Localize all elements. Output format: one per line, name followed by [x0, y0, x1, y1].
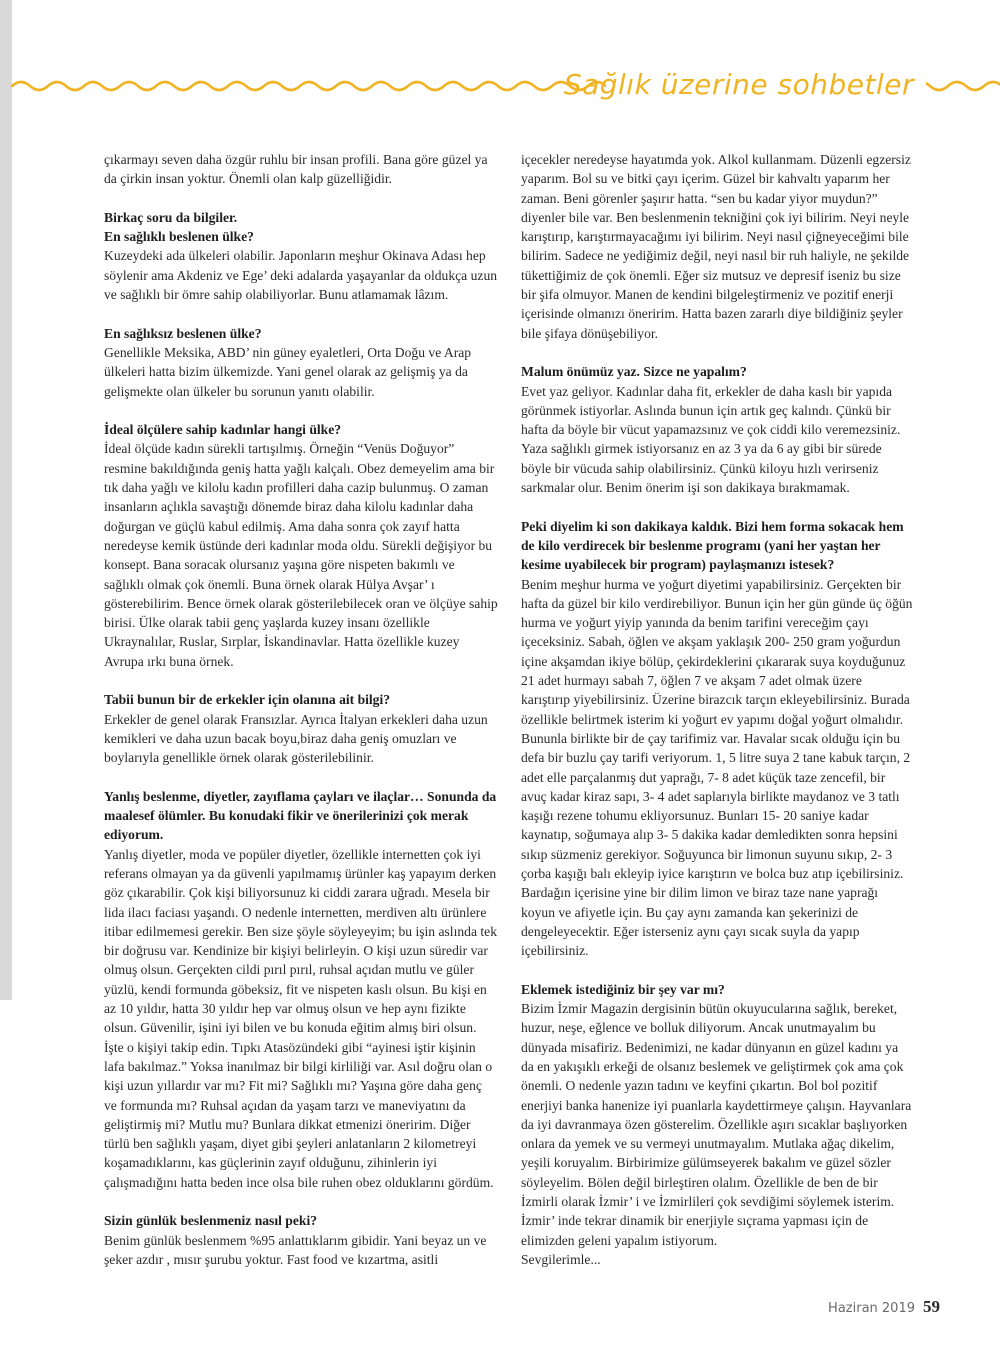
left-column	[104, 150, 498, 1269]
answer-sagliksiz-ulke: Genellikle Meksika, ABD’ nin güney eyaletleri, Orta Doğu ve Arap ülkeleri hatta bizim ülkemizde. Yani genel olarak az gelişmiş ya da gelişmekte olan ülkeler bu sorunun yanıtı olabilir.	[104, 344, 472, 399]
answer-yanlis-beslenme: Yanlış diyetler, moda ve popüler diyetler, özellikle internetten çok iyi referans olmayan ya da güvenli yapılmamış ürünler kaş yapayım derken göz çıkarabilir. Çok kişi biliyorsunuz ki ciddi zarara uğradı. Mesela bir lida ilacı faciası yaşandı. O nedenle internetten, merdiven altı ürünlere itibar edilmemesi gerekir. Ben size şöyle söyleyeyim; bu işin aslında tek bir doğrusu var. Kendinize bir kişiyi belirleyin. O kişi uzun süredir var olmuş olsun. Gerçekten cildi pırıl pırıl, ruhsal açıdan mutlu ve güler yüzlü, kendi formunda göbeksiz, fit ve nispeten kaslı olsun. Bu kişi en az 10 yıldır, hatta 30 yıldır hep var olmuş olsun ve hep aynı fizikte olsun. Güvenilir, işini iyi bilen ve bu konuda eğitim almış biri olsun. İşte o kişiyi takip edin. Tıpkı Atasözündeki gibi “ayinesi iştir kişinin lafa bakılmaz.” Yoksa inanılmaz bir bilgi kirliliği var. Asıl doğru olan o kişi uzun yıllardır var mı? Fit mi? Sağlıklı mı? Yaşına göre daha genç ve formunda mı? Ruhsal açıdan da yaşam tarzı ve maneviyatını da geliştirmiş mi? Mutlu mu? Bunlara dikkat etmenizi öneririm. Diğer türlü ben sağlıklı yaşam, diyet gibi şeyleri anlatanların 2 kilometreyi koşamadıklarını, kas güçlerinin zayıf olduğunu, zihinlerin iyi çalışmadığını hatta beden ince olsa bile ruhen obez olduklarını gördüm.	[104, 846, 497, 1190]
answer-ideal-kadin: İdeal ölçüde kadın sürekli tartışılmış. Örneğin “Venüs Doğuyor” resmine bakıldığında geniş hatta yağlı kalçalı. Obez demeyelim ama bir tık daha yağlı ve kilolu kadın profilleri daha cazip bulunmuş. O zaman insanların açlıkla savaştığı dönemde biraz daha kilolu kadınlar daha doğurgan ve güçlü kabul edilmiş. Ama daha sonra çok zayıf hatta neredeyse kemik üstünde deri kadınlar moda oldu. Sürekli değişiyor bu konsept. Bana soracak olursanız yaşına göre nispeten bakımlı ve sağlıklı olmak çok önemli. Buna örnek olarak Hülya Avşar’ ı gösterebilirim. Bence örnek olarak gösterilebilecek oran ve ölçüye sahip birisi. Ülke olarak tabii genç yaşlarda kuzey insanı özellikle Ukraynalılar, Ruslar, Sırplar, İskandinavlar. Hatta özellikle kuzey Avrupa ırkı buna örnek.	[104, 441, 498, 669]
right-column	[521, 150, 913, 1269]
question-erkekler: Tabii bunun bir de erkekler için olanına ait bilgi?	[104, 692, 391, 708]
question-yanlis-beslenme: Yanlış beslenme, diyetler, zayıflama çayları ve ilaçlar… Sonunda da maalesef ölümler. Bu konudaki fikir ve önerilerinizi çok merak ediyorum.	[104, 788, 497, 843]
answer-eklemek: Bizim İzmir Magazin dergisinin bütün okuyucularına sağlık, bereket, huzur, neşe, eğlence ve bolluk diliyorum. Ancak unutmayalım bu dünyada misafiriz. Bedenimizi, ne kadar dünyanın en güzel kadını ya da en yakışıklı erkeği de olsanız beslemek ve geliştirmek çok ama çok önemli. O nedenle yazın tadını ve keyfini çıkartın. Bol bol pozitif enerjiyi banka hanenize iyi puanlarla kaydettirmeye çalışın. Hayvanlara da iyi davranmaya özen gösterelim. Özellikle aşırı sıcaklar başlıyorken onlara da yemek ve su vermeyi unutmayalım. Mutlaka ağaç dikelim, yeşili koruyalım. Birbirimize gülümseyerek bakalım ve güzel sözler söyleyelim. Bölen değil birleştiren olalım. Özellikle de ben de bir İzmirli olarak İzmir’ i ve İzmirlileri çok sevdiğimi söylemek isterim. İzmir’ inde tekrar dinamik bir enerjiyle sıçrama yapması için de elimizden geleni yapalım istiyorum.	[521, 1001, 912, 1248]
sign-off: Sevgilerimle...	[521, 1251, 601, 1267]
page-gutter	[0, 0, 12, 1000]
question-son-dakika: Peki diyelim ki son dakikaya kaldık. Bizi hem forma sokacak hem de kilo verdirecek bir beslenme programı (yani her yaştan her kesime uyabilecek bir program) paylaşmanızı istesek?	[521, 518, 904, 573]
answer-son-dakika: Benim meşhur hurma ve yoğurt diyetimi yapabilirsiniz. Gerçekten bir hafta da güzel bir kilo verdirebiliyor. Bunun için her gün günde üç öğün hurma ve yoğurt yiyip yanında da benim tarifini vereceğim çayı içeceksiniz. Sabah, öğlen ve akşam yaklaşık 200- 250 gram yoğurdun içine akşamdan ikiye bölüp, çekirdeklerini çıkararak suya koyduğunuz 21 adet hurmayı sabah 7, öğlen 7 ve akşam 7 adet olmak üzere karıştırıp yiyebilirsiniz. Üzerine birazcık tarçın ekleyebilirsiniz. Burada özellikle belirtmek isterim ki yoğurt ev yapımı doğal yoğurt olmalıdır.	[521, 576, 913, 727]
question-sagliksiz-ulke: En sağlıksız beslenen ülke?	[104, 325, 262, 341]
page-footer	[828, 1297, 940, 1317]
question-saglikli-ulke: En sağlıklı beslenen ülke?	[104, 229, 254, 245]
question-yaz: Malum önümüz yaz. Sizce ne yapalım?	[521, 364, 747, 380]
continued-paragraph: içecekler neredeyse hayatımda yok. Alkol kullanmam. Düzenli egzersiz yaparım. Bol su ve bitki çayı içerim. Güzel bir kahvaltı yaparım her zaman. Beni görenler şaşırır hatta. “sen bu kadar yiyor muydun?” diyenler bile var. Ben beslenmenin tekniğini çok iyi bilirim. Neyi neyle karıştırıp, karıştırmayacağımı iyi bilirim. Neyi nasıl çiğneyeceğimi bile bilirim. Sadece ne yediğimiz değil, neyi nasıl bir ruh haliyle, ne şekilde tükettiğimiz de çok önemli. Eğer siz mutsuz ve depresif iseniz bu size bir şifa olmuyor. Manen de kendini bilgeleştirmeniz ve pozitif enerji içerisinde olmanızı öneririm. Hatta bazen zararlı diye bildiğiniz şeyler bile şifaya dönüşebiliyor.	[521, 152, 911, 341]
issue-month: Haziran 2019	[828, 1301, 915, 1316]
question-ideal-kadin: İdeal ölçülere sahip kadınlar hangi ülke?	[104, 422, 342, 438]
question-gunluk-beslenme: Sizin günlük beslenmeniz nasıl peki?	[104, 1213, 318, 1229]
answer-cay-tarifi: Bununla birlikte bir de çay tarifimiz var. Havalar sıcak olduğu için bu defa bir buzlu çay tarifi veriyorum. 1, 5 litre suya 2 tane kabuk tarçın, 2 adet elle parçalanmış dut yaprağı, 7- 8 adet küçük taze zencefil, bir avuç kadar kiraz sapı, 3- 4 adet saplarıyla birlikte maydanoz ve 3 tatlı kaşığı rezene tohumu ekliyorsunuz. Bunları 15- 20 saniye kadar kaynatıp, soğumaya alıp 3- 5 dakika kadar demledikten sonra hepsini sıkıp süzmeniz gerekiyor. Soğuyunca bir limonun suyunu sıkıp, 2- 3 çorba kaşığı balı ekleyip iyice karıştırın ve bolca buz atıp içebilirsiniz. Bardağın içerisine yine bir dilim limon ve biraz taze nane yaprağı koyun ve afiyetle için. Bu çay aynı zamanda kan şekerinizi de dengeleyecektir. Eğer isterseniz aynı çayı sıcak suyla da yapıp içebilirsiniz.	[521, 730, 911, 959]
intro-paragraph: çıkarmayı seven daha özgür ruhlu bir insan profili. Bana göre güzel ya da çirkin insan yoktur. Önemli olan kalp güzelliğidir.	[104, 152, 488, 187]
answer-yaz: Evet yaz geliyor. Kadınlar daha fit, erkekler de daha kaslı bir yapıda görünmek istiyorlar. Aslında bunun için artık geç kalındı. Çünkü bir hafta da böyle bir vücut yapamazsınız ve çok ciddi kilo veremezsiniz. Yaza sağlıklı girmek istiyorsanız en az 3 ya da 6 ay gibi bir sürede böyle bir vücuda sahip olabilirsiniz. Çünkü kiloyu hızlı verirseniz sarkmalar olur. Benim önerim işi son dakikaya bırakmamak.	[521, 383, 901, 496]
subheading-birkac-soru: Birkaç soru da bilgiler.	[104, 209, 238, 225]
section-header	[0, 58, 1000, 114]
answer-erkekler: Erkekler de genel olarak Fransızlar. Ayrıca İtalyan erkekleri daha uzun kemikleri ve daha uzun bacak boyu,biraz daha geniş omuzları ve boylarıyla genellikle örnek olarak gösterilebilinir.	[104, 711, 488, 766]
section-title: Sağlık üzerine sohbetler	[563, 68, 914, 101]
answer-gunluk-beslenme: Benim günlük beslenmem %95 anlattıklarım gibidir. Yani beyaz un ve şeker azdır , mısır şurubu yoktur. Fast food ve kızartma, asitli	[104, 1232, 487, 1267]
question-eklemek: Eklemek istediğiniz bir şey var mı?	[521, 981, 725, 997]
page-number: 59	[923, 1297, 940, 1316]
answer-saglikli-ulke: Kuzeydeki ada ülkeleri olabilir. Japonların meşhur Okinava Adası hep söylenir ama Akdeniz ve Ege’ deki adalarda yaşayanlar da oldukça uzun ve sağlıklı bir ömre sahip olabiliyorlar. Bunu atlamamak lâzım.	[104, 248, 498, 303]
